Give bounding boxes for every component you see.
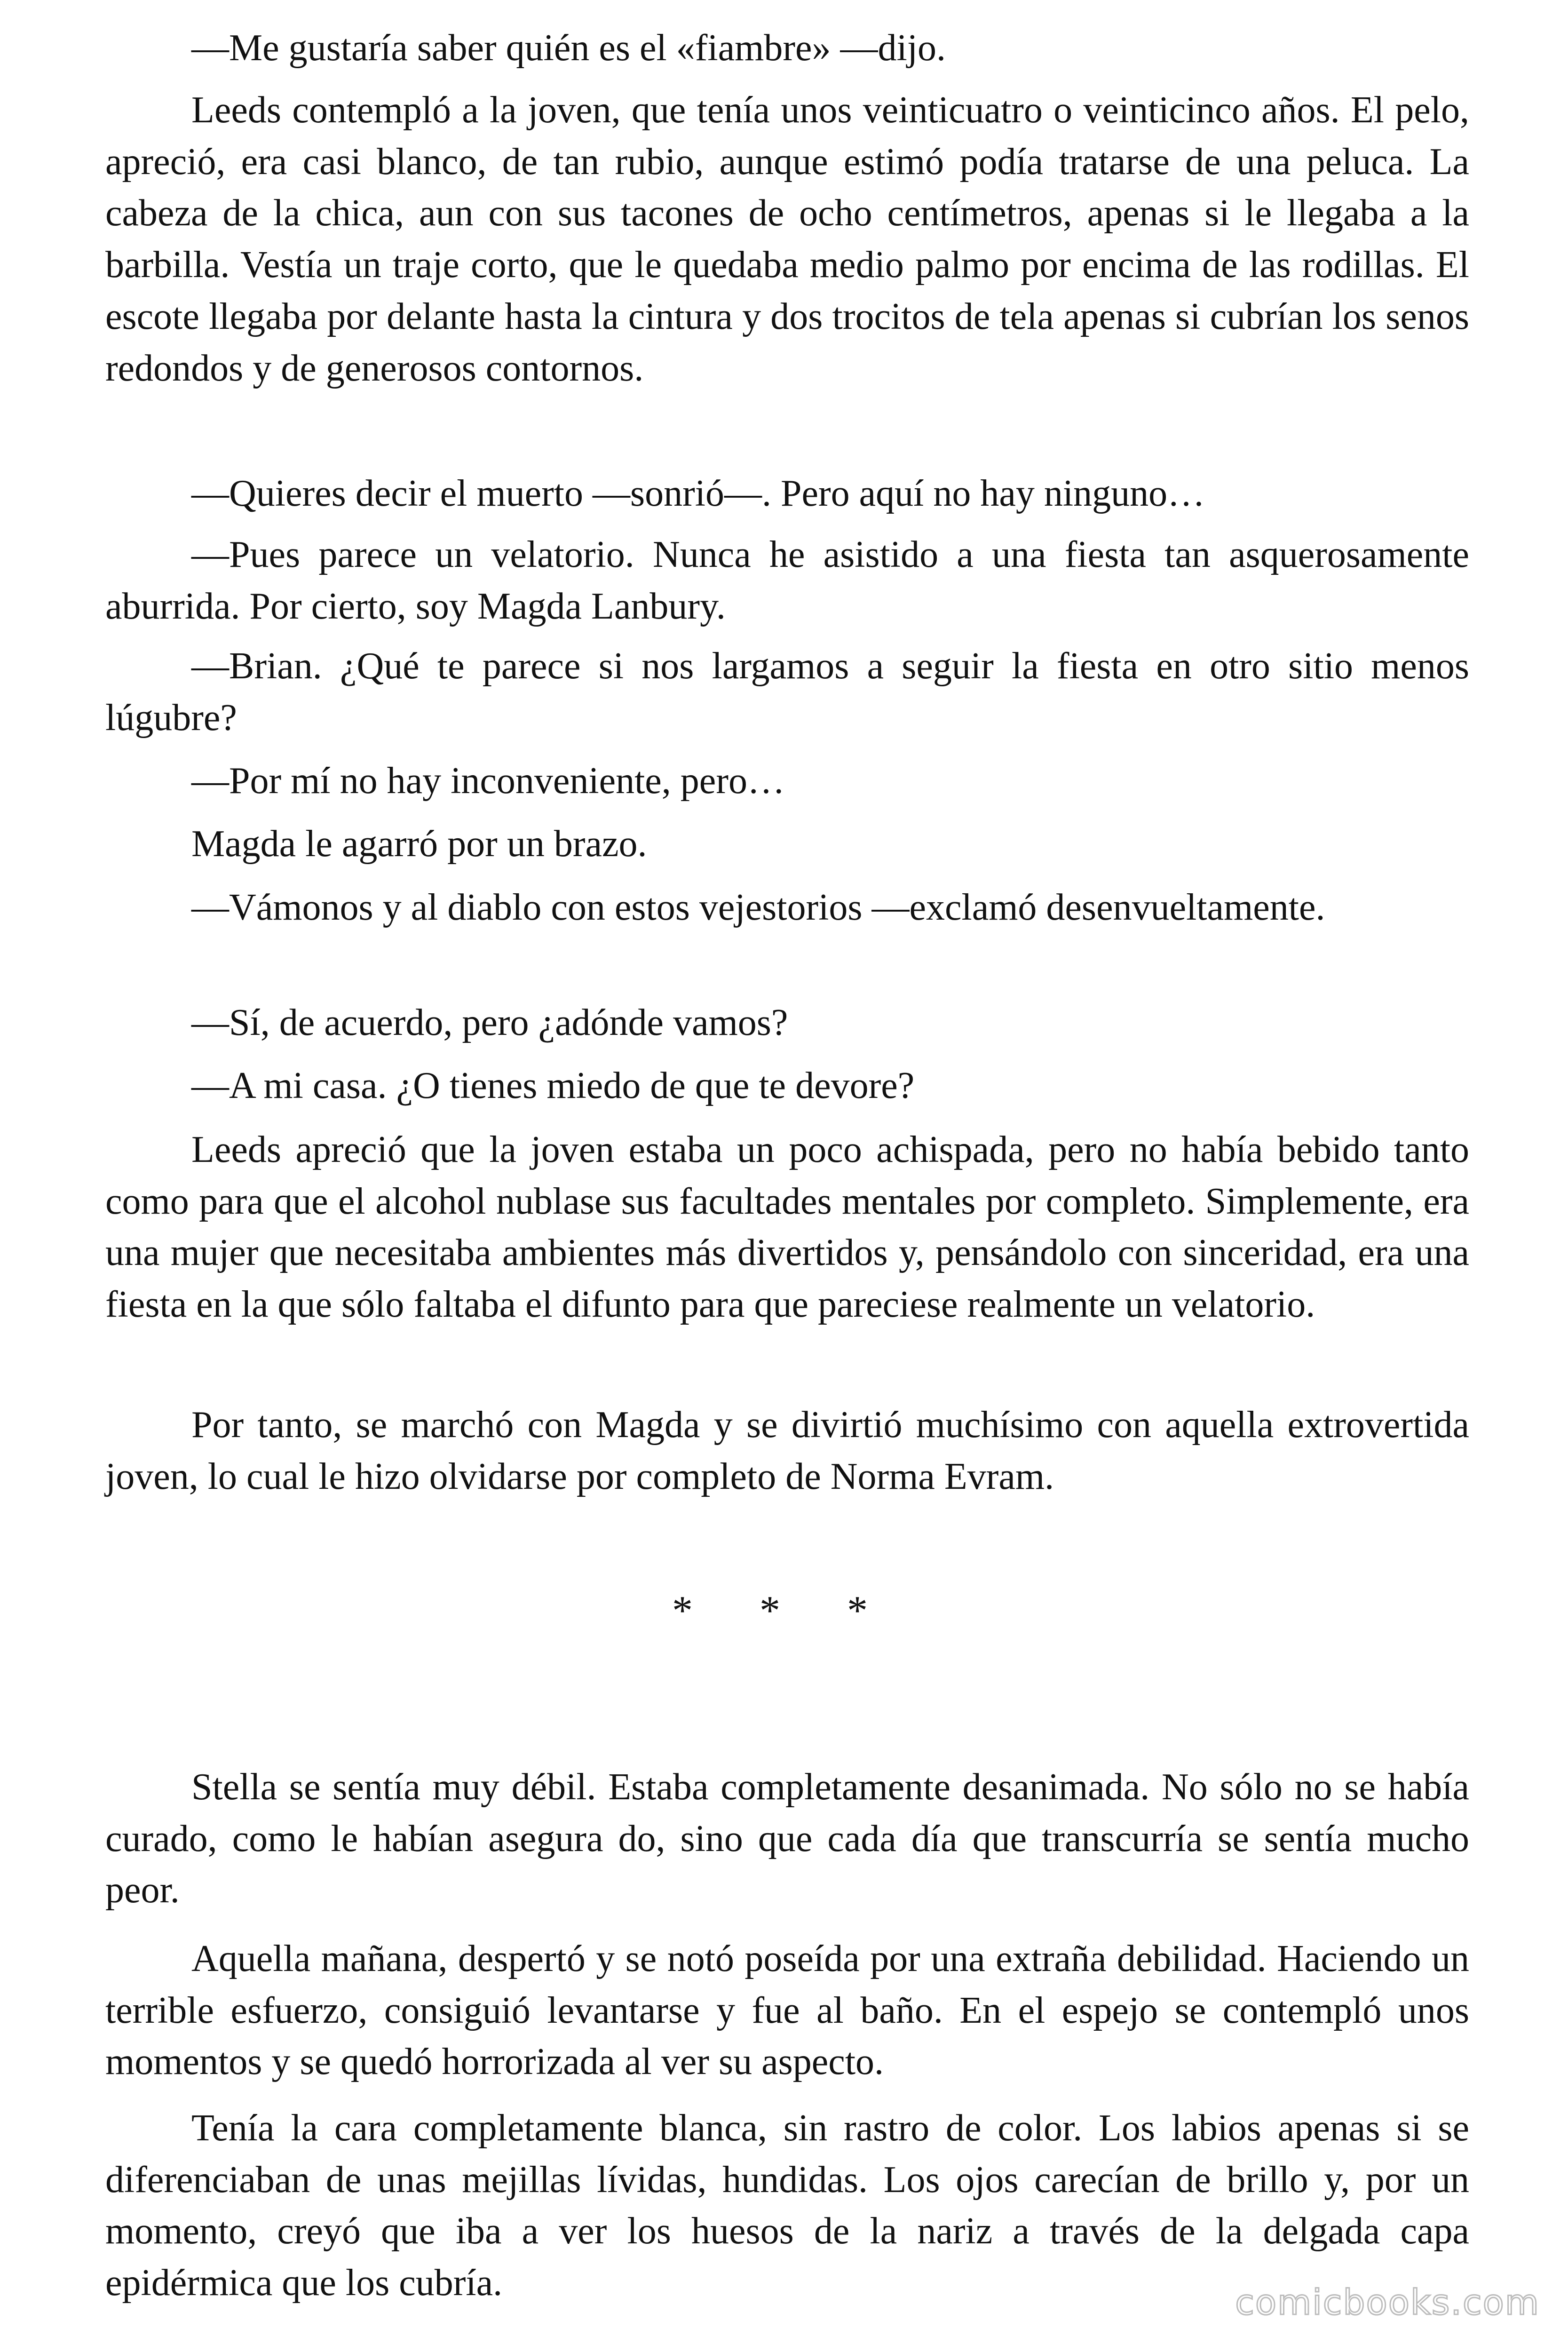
paragraph-7: Magda le agarró por un brazo. bbox=[191, 823, 647, 865]
paragraph-12: Por tanto, se marchó con Magda y se divirtió muchísimo con aquella extrovertida joven, lo cual le hizo olvidarse por completo de Norma Evram. bbox=[105, 1404, 1469, 1497]
paragraph-13: Stella se sentía muy débil. Estaba completamente desanimada. No sólo no se había curado, como le habían asegura do, sino que cada día que transcurría se sentía mucho peor. bbox=[105, 1766, 1469, 1911]
paragraph-10: —A mi casa. ¿O tienes miedo de que te devore? bbox=[191, 1065, 915, 1106]
paragraph-14: Aquella mañana, despertó y se notó poseída por una extraña debilidad. Haciendo un terrible esfuerzo, consiguió levantarse y fue al baño. En el espejo se contempló unos momentos y se quedó horrorizada al ver su aspecto. bbox=[105, 1938, 1469, 2083]
paragraph-2: Leeds contempló a la joven, que tenía unos veinticuatro o veinticinco años. El pelo, apreció, era casi blanco, de tan rubio, aunque estimó podía tratarse de una peluca. La cabeza de la chica, aun con sus tacones de ocho centímetros, apenas si le llegaba a la barbilla. Vestía un traje corto, que le quedaba medio palmo por encima de las rodillas. El escote llegaba por delante hasta la cintura y dos trocitos de tela apenas si cubrían los senos redondos y de generosos contornos. bbox=[105, 89, 1469, 389]
watermark-logo: comicbooks.com bbox=[1235, 2282, 1540, 2323]
paragraph-5: —Brian. ¿Qué te parece si nos largamos a seguir la fiesta en otro sitio menos lúgubre? bbox=[105, 645, 1469, 739]
paragraph-1: —Me gustaría saber quién es el «fiambre» —dijo. bbox=[191, 27, 946, 69]
paragraph-3: —Quieres decir el muerto —sonrió—. Pero aquí no hay ninguno… bbox=[191, 473, 1205, 514]
paragraph-8: —Vámonos y al diablo con estos vejestorios —exclamó desenvueltamente. bbox=[191, 887, 1325, 928]
paragraph-4: —Pues parece un velatorio. Nunca he asistido a una fiesta tan asquerosamente aburrida. Por cierto, soy Magda Lanbury. bbox=[105, 534, 1469, 627]
paragraph-6: —Por mí no hay inconveniente, pero… bbox=[191, 760, 785, 802]
paragraph-11: Leeds apreció que la joven estaba un poco achispada, pero no había bebido tanto como para que el alcohol nublase sus facultades mentales por completo. Simplemente, era una mujer que necesitaba ambientes más divertidos y, pensándolo con sinceridad, era una fiesta en la que sólo faltaba el difunto para que pareciese realmente un velatorio. bbox=[105, 1129, 1469, 1326]
paragraph-9: —Sí, de acuerdo, pero ¿adónde vamos? bbox=[191, 1002, 788, 1043]
paragraph-15: Tenía la cara completamente blanca, sin rastro de color. Los labios apenas si se diferenciaban de unas mejillas lívidas, hundidas. Los ojos carecían de brillo y, por un momento, creyó que iba a ver los huesos de la nariz a través de la delgada capa epidérmica que los cubría. bbox=[105, 2107, 1469, 2304]
section-separator: * * * bbox=[672, 1588, 896, 1634]
